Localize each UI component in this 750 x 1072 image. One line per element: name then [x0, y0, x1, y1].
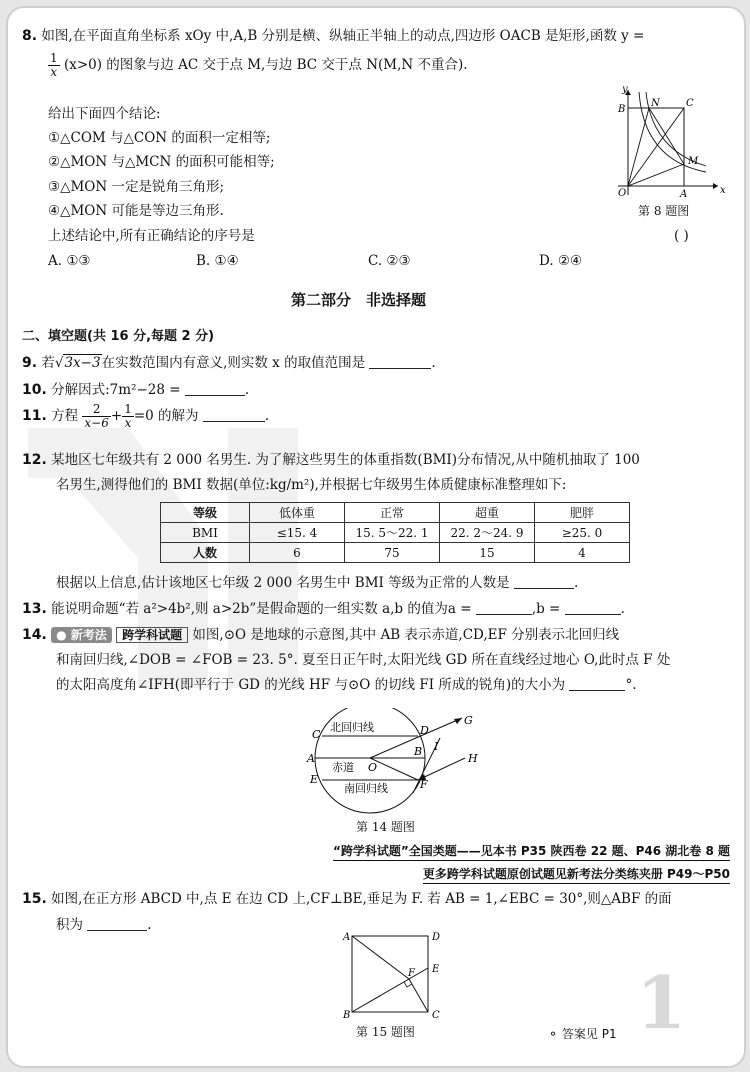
table-header-cell: 等级: [161, 503, 250, 523]
q8-option-d[interactable]: D. ②④: [539, 253, 583, 269]
q11-number: 11.: [22, 408, 47, 424]
q15-answer-blank[interactable]: [87, 917, 147, 931]
table-cell: 6: [250, 543, 345, 563]
q12-number: 12.: [22, 452, 47, 468]
q8-answer-paren: ( ): [674, 228, 689, 244]
table-cell: BMI: [161, 523, 250, 543]
q11-fraction-1: $\frac{2}{x-6}$: [84, 402, 109, 430]
link-icon: ⚬: [548, 1027, 559, 1041]
q14-line1: 14. ● 新考法 跨学科试题 如图,⊙O 是地球的示意图,其中 AB 表示赤道,CD,EF 分别表示北回归线: [22, 627, 620, 643]
q8-question: 上述结论中,所有正确结论的序号是: [48, 228, 255, 244]
part2-title: 第二部分 非选择题: [291, 291, 427, 309]
q14-fig-label-a: A: [307, 752, 315, 765]
q14-figure-caption: 第 14 题图: [356, 820, 415, 834]
q8-conclusion-4: ④△MON 可能是等边三角形.: [48, 203, 224, 219]
q11-answer-blank[interactable]: [203, 408, 265, 422]
q13-number: 13.: [22, 601, 47, 617]
section-fill-heading: 二、填空题(共 16 分,每题 2 分): [22, 329, 215, 344]
q8-option-c[interactable]: C. ②③: [368, 253, 411, 269]
q8-fig-label-m: M: [688, 156, 699, 167]
q8-conclusion-2: ②△MON 与△MCN 的面积可能相等;: [48, 154, 275, 170]
table-header-cell: 肥胖: [535, 503, 630, 523]
q8-fig-label-x: x: [720, 185, 726, 196]
table-cell: 22. 2～24. 9: [440, 523, 535, 543]
answer-reference[interactable]: ⚬ 答案见 P1: [548, 1027, 617, 1041]
table-cell: ≥25. 0: [535, 523, 630, 543]
q8-fig-label-b: B: [618, 104, 626, 115]
q14-line3: 的太阳高度角∠IFH(即平行于 GD 的光线 HF 与⊙O 的切线 FI 所成的锐角)的大小为 °.: [56, 677, 637, 693]
q8-fraction: $\frac{1}{x}$: [50, 51, 58, 79]
q15-fig-label-b: B: [343, 1010, 351, 1021]
q14-fig-label-i: I: [434, 740, 439, 753]
q10-number: 10.: [22, 382, 47, 398]
q8-number: 8.: [22, 28, 38, 44]
q11-line: 11. 方程 $\frac{2}{x-6}$ + $\frac{1}{x}$ =0 的解为 .: [22, 402, 270, 430]
q14-fig-label-c: C: [312, 728, 321, 741]
q15-line2: 积为 .: [56, 917, 152, 933]
table-header-cell: 超重: [440, 503, 535, 523]
table-cell: 4: [535, 543, 630, 563]
q11-fraction-2: $\frac{1}{x}$: [124, 402, 132, 430]
table-cell: 15: [440, 543, 535, 563]
q12-line3: 根据以上信息,估计该地区七年级 2 000 名男生中 BMI 等级为正常的人数是 .: [56, 575, 579, 591]
q9-radicand: 3x−3: [64, 355, 101, 371]
q14-fig-label-e: E: [310, 773, 319, 786]
q12-bmi-table: [160, 502, 630, 563]
q8-option-a[interactable]: A. ①③: [48, 253, 91, 269]
table-row: [161, 523, 630, 543]
q15-fig-label-a: A: [343, 932, 351, 943]
q14-fig-label-f: F: [420, 778, 428, 791]
q15-number: 15.: [22, 891, 47, 907]
lightbulb-icon: ●: [56, 628, 67, 642]
q14-crossref-note[interactable]: “跨学科试题”全国类题——见本书 P35 陕西卷 22 题、P46 湖北卷 8 题: [333, 842, 730, 861]
table-row: [161, 543, 630, 563]
q15-line1: 15. 如图,在正方形 ABCD 中,点 E 在边 CD 上,CF⊥BE,垂足为 F. 若 AB = 1,∠EBC = 30°,则△ABF 的面: [22, 891, 672, 907]
north-tropic-label: 北回归线: [330, 721, 374, 734]
q8-figure-caption: 第 8 题图: [638, 204, 690, 218]
q8-conclusion-3: ③△MON 一定是锐角三角形;: [48, 179, 225, 195]
q12-answer-blank[interactable]: [514, 575, 574, 589]
q8-stem-line2: $\frac{1}{x}$ (x>0) 的图象与边 AC 交于点 M,与边 BC 交于点 N(M,N 不重合).: [50, 51, 468, 79]
q15-figure: [338, 928, 448, 1023]
q9-number: 9.: [22, 355, 38, 371]
table-header-cell: 低体重: [250, 503, 345, 523]
q15-figure-caption: 第 15 题图: [356, 1025, 415, 1039]
table-row: [161, 503, 630, 523]
q15-fig-label-e: E: [432, 964, 440, 975]
q15-fig-label-f: F: [408, 968, 415, 979]
q8-stem-line1: 8. 如图,在平面直角坐标系 xOy 中,A,B 分别是横、纵轴正半轴上的动点,四边形 OACB 是矩形,函数 y =: [22, 28, 645, 44]
q10-answer-blank[interactable]: [185, 382, 245, 396]
q9-line: 9. 若√3x−3在实数范围内有意义,则实数 x 的取值范围是 .: [22, 355, 436, 371]
table-cell: 15. 5～22. 1: [345, 523, 440, 543]
q8-figure: [606, 80, 726, 200]
q15-fig-label-c: C: [432, 1010, 440, 1021]
q8-fig-label-y: y: [622, 84, 628, 95]
page-number: 1: [636, 960, 687, 1045]
south-tropic-label: 南回归线: [344, 782, 388, 795]
q9-answer-blank[interactable]: [369, 355, 431, 369]
q13-answer-blank-a[interactable]: [476, 601, 532, 615]
q14-fig-label-h: H: [468, 752, 478, 765]
q12-line2: 名男生,测得他们的 BMI 数据(单位:kg/m²),并根据七年级男生体质健康标准整理如下:: [56, 477, 567, 493]
q14-fig-label-b: B: [414, 745, 423, 758]
q13-answer-blank-b[interactable]: [565, 601, 621, 615]
q8-fig-label-n: N: [651, 98, 660, 109]
q14-answer-blank[interactable]: [569, 677, 625, 691]
q8-fig-label-o: O: [618, 188, 627, 199]
cross-subject-badge: 跨学科试题: [116, 627, 188, 643]
q14-line2: 和南回归线,∠DOB = ∠FOB = 23. 5°. 夏至日正午时,太阳光线 GD 所在直线经过地心 O,此时点 F 处: [56, 652, 671, 668]
q14-fig-label-d: D: [420, 724, 429, 737]
q8-fig-label-a: A: [680, 189, 688, 200]
q14-fig-label-g: G: [464, 714, 473, 727]
q14-figure: [300, 708, 490, 818]
table-cell: 75: [345, 543, 440, 563]
q8-intro: 给出下面四个结论:: [48, 106, 161, 122]
q15-fig-label-d: D: [432, 932, 441, 943]
exam-page: [6, 6, 746, 1068]
q14-number: 14.: [22, 627, 47, 643]
q10-line: 10. 分解因式:7m²−28 = .: [22, 382, 250, 398]
q14-more-practice-note[interactable]: 更多跨学科试题原创试题见新考法分类练夹册 P49～P50: [423, 865, 730, 884]
new-method-badge: ● 新考法: [51, 627, 112, 643]
q13-line: 13. 能说明命题“若 a²>4b²,则 a>2b”是假命题的一组实数 a,b 的值为a = ,b = .: [22, 601, 625, 617]
q12-line1: 12. 某地区七年级共有 2 000 名男生. 为了解这些男生的体重指数(BMI)分布情况,从中随机抽取了 100: [22, 452, 640, 468]
table-header-cell: 正常: [345, 503, 440, 523]
table-cell: 人数: [161, 543, 250, 563]
q8-conclusion-1: ①△COM 与△CON 的面积一定相等;: [48, 130, 271, 146]
equator-label: 赤道: [332, 761, 354, 774]
table-cell: ≤15. 4: [250, 523, 345, 543]
q8-fig-label-c: C: [686, 98, 694, 109]
q14-fig-label-o: O: [368, 761, 378, 774]
q8-option-b[interactable]: B. ①④: [196, 253, 239, 269]
